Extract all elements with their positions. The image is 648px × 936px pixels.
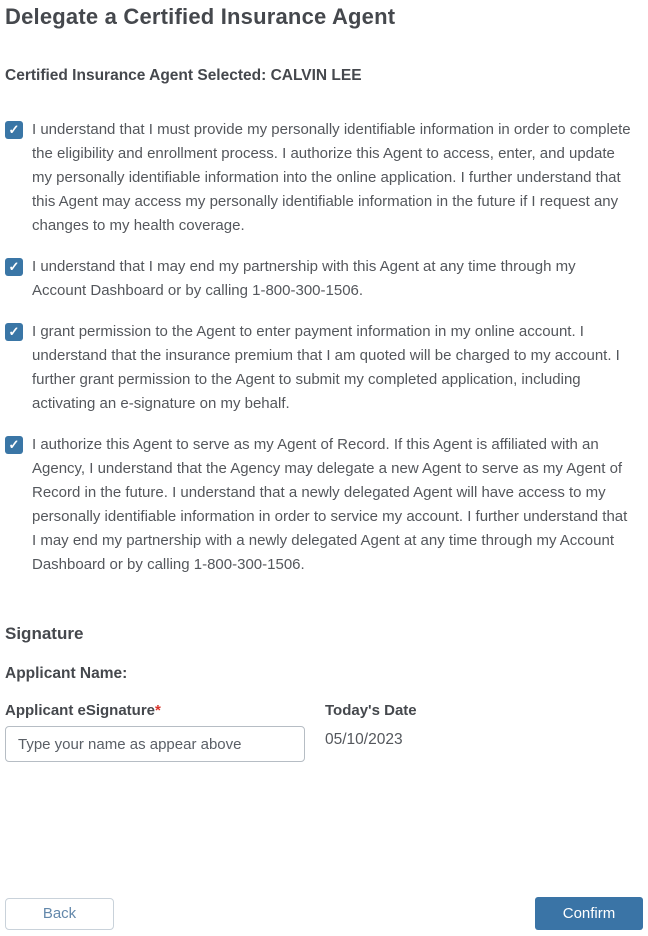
agent-selected-text: Certified Insurance Agent Selected: CALVIN LEE bbox=[5, 67, 362, 84]
required-asterisk: * bbox=[155, 702, 161, 719]
todays-date-value: 05/10/2023 bbox=[325, 731, 403, 748]
back-button[interactable]: Back bbox=[5, 898, 114, 930]
todays-date-label: Today's Date bbox=[325, 702, 417, 719]
action-buttons-row bbox=[5, 897, 643, 930]
page-title: Delegate a Certified Insurance Agent bbox=[5, 4, 396, 29]
applicant-name-label: Applicant Name: bbox=[5, 665, 128, 682]
acknowledgement-text: I understand that I must provide my personally identifiable information in order to complete the eligibility and enrollment process. I authorize this Agent to access, enter, and update my personally identifiable information into the online application. I further understand that this Agent may access my personally identifiable information in the future if I request any changes to my health coverage. bbox=[32, 121, 631, 234]
checkbox-checked[interactable] bbox=[5, 258, 23, 276]
checkmark-icon: ✓ bbox=[8, 122, 20, 137]
acknowledgement-text: I understand that I may end my partnership with this Agent at any time through my Account Dashboard or by calling 1-800-300-1506. bbox=[32, 258, 576, 299]
applicant-name-row bbox=[5, 665, 642, 683]
signature-section-heading: Signature bbox=[5, 624, 84, 643]
acknowledgement-item bbox=[5, 433, 642, 577]
checkbox-checked[interactable] bbox=[5, 323, 23, 341]
esignature-row bbox=[5, 702, 642, 762]
checkbox-checked[interactable] bbox=[5, 121, 23, 139]
checkmark-icon: ✓ bbox=[8, 324, 20, 339]
acknowledgement-text: I authorize this Agent to serve as my Agent of Record. If this Agent is affiliated with an Agency, I understand that the Agency may delegate a new Agent to serve as my Agent of Record in the future. I understand that a newly delegated Agent will have access to my personally identifiable information in order to service my account. I further understand that I may end my partnership with a newly delegated Agent at any time through my Account Dashboard or by calling 1-800-300-1506. bbox=[32, 436, 628, 573]
esignature-label: Applicant eSignature* bbox=[5, 702, 161, 719]
acknowledgement-item bbox=[5, 320, 642, 416]
acknowledgement-item bbox=[5, 118, 642, 238]
acknowledgement-text: I grant permission to the Agent to enter payment information in my online account. I understand that the insurance premium that I am quoted will be charged to my account. I further grant permission to the Agent to submit my completed application, including activating an e-signature on my behalf. bbox=[32, 323, 620, 412]
esignature-column bbox=[5, 702, 325, 762]
checkmark-icon: ✓ bbox=[8, 259, 20, 274]
todays-date-column bbox=[325, 702, 417, 762]
checkbox-checked[interactable] bbox=[5, 436, 23, 454]
esignature-input[interactable] bbox=[5, 726, 305, 762]
acknowledgement-list bbox=[5, 118, 642, 577]
confirm-button[interactable]: Confirm bbox=[535, 897, 643, 930]
checkmark-icon: ✓ bbox=[8, 437, 20, 452]
acknowledgement-item bbox=[5, 255, 642, 303]
